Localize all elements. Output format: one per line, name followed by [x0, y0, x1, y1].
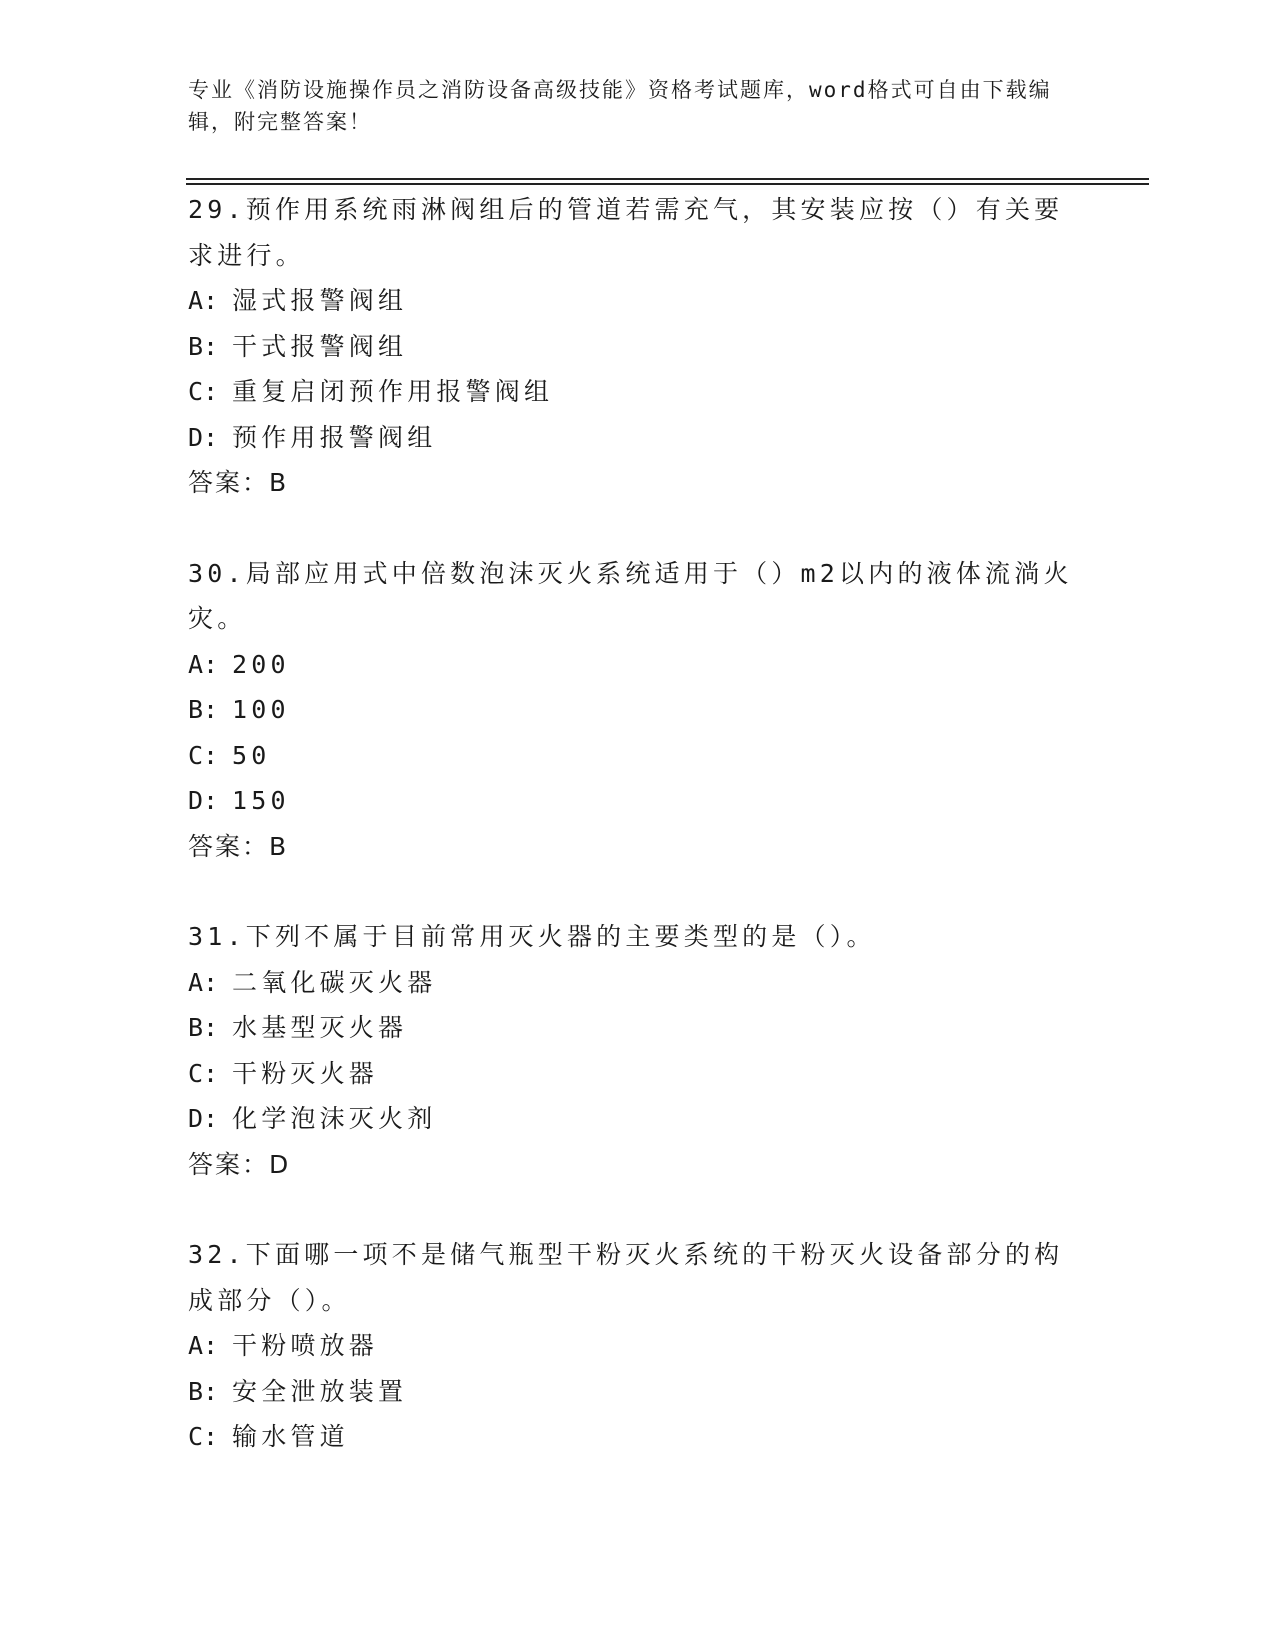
question-32 — [188, 1232, 1088, 1460]
option-b — [188, 324, 1088, 370]
option-letter: C: — [188, 1058, 219, 1088]
option-letter: C: — [188, 740, 219, 770]
option-a — [188, 960, 1088, 1006]
option-letter: D: — [188, 422, 219, 452]
option-a — [188, 1323, 1088, 1369]
option-text: 150 — [232, 786, 290, 815]
option-b — [188, 1369, 1088, 1415]
option-letter: A: — [188, 286, 219, 315]
option-text: 50 — [232, 740, 271, 770]
option-letter: B: — [188, 695, 219, 724]
option-letter: B: — [188, 1376, 219, 1406]
option-text: 干式报警阀组 — [232, 331, 408, 361]
option-c — [188, 1051, 1088, 1097]
option-c — [188, 733, 1088, 779]
option-letter: B: — [188, 1013, 219, 1042]
question-stem: 29.预作用系统雨淋阀组后的管道若需充气，其安装应按（）有关要求进行。 — [188, 195, 1064, 270]
option-d — [188, 1096, 1088, 1142]
option-letter: A: — [188, 967, 219, 997]
question-stem: 32.下面哪一项不是储气瓶型干粉灭火系统的干粉灭火设备部分的构成部分（）。 — [188, 1240, 1064, 1315]
option-text: 重复启闭预作用报警阀组 — [232, 377, 554, 406]
option-text: 化学泡沫灭火剂 — [232, 1104, 437, 1133]
question-29 — [188, 187, 1088, 506]
option-text: 湿式报警阀组 — [232, 286, 408, 315]
question-stem: 30.局部应用式中倍数泡沫灭火系统适用于（）m2以内的液体流淌火灾。 — [188, 558, 1073, 633]
answer-line: 答案：B — [188, 831, 289, 861]
option-a — [188, 278, 1088, 324]
option-letter: B: — [188, 331, 219, 361]
option-d — [188, 778, 1088, 824]
option-c — [188, 369, 1088, 415]
option-text: 100 — [232, 695, 290, 724]
answer-line: 答案：B — [188, 468, 289, 497]
question-31 — [188, 914, 1088, 1187]
question-stem: 31.下列不属于目前常用灭火器的主要类型的是（）。 — [188, 922, 876, 951]
question-list — [188, 187, 1088, 1505]
header-divider-bottom — [186, 183, 1149, 185]
option-letter: C: — [188, 377, 219, 406]
option-letter: A: — [188, 649, 219, 679]
option-text: 200 — [232, 649, 290, 679]
header-divider-top — [186, 178, 1149, 180]
option-text: 预作用报警阀组 — [232, 422, 437, 452]
answer-line: 答案：D — [188, 1149, 291, 1179]
option-text: 水基型灭火器 — [232, 1013, 408, 1042]
option-text: 二氧化碳灭火器 — [232, 967, 437, 997]
option-d — [188, 415, 1088, 461]
option-b — [188, 1005, 1088, 1051]
option-letter: C: — [188, 1422, 219, 1451]
option-text: 安全泄放装置 — [232, 1376, 408, 1406]
option-text: 干粉喷放器 — [232, 1331, 379, 1360]
option-c — [188, 1414, 1088, 1460]
option-text: 干粉灭火器 — [232, 1058, 379, 1088]
option-a — [188, 642, 1088, 688]
option-letter: D: — [188, 1104, 219, 1133]
option-text: 输水管道 — [232, 1422, 349, 1451]
option-letter: D: — [188, 786, 219, 815]
document-header: 专业《消防设施操作员之消防设备高级技能》资格考试题库，word格式可自由下载编辑，附完整答案！ — [188, 78, 1052, 134]
option-letter: A: — [188, 1331, 219, 1360]
question-30 — [188, 551, 1088, 870]
option-b — [188, 687, 1088, 733]
